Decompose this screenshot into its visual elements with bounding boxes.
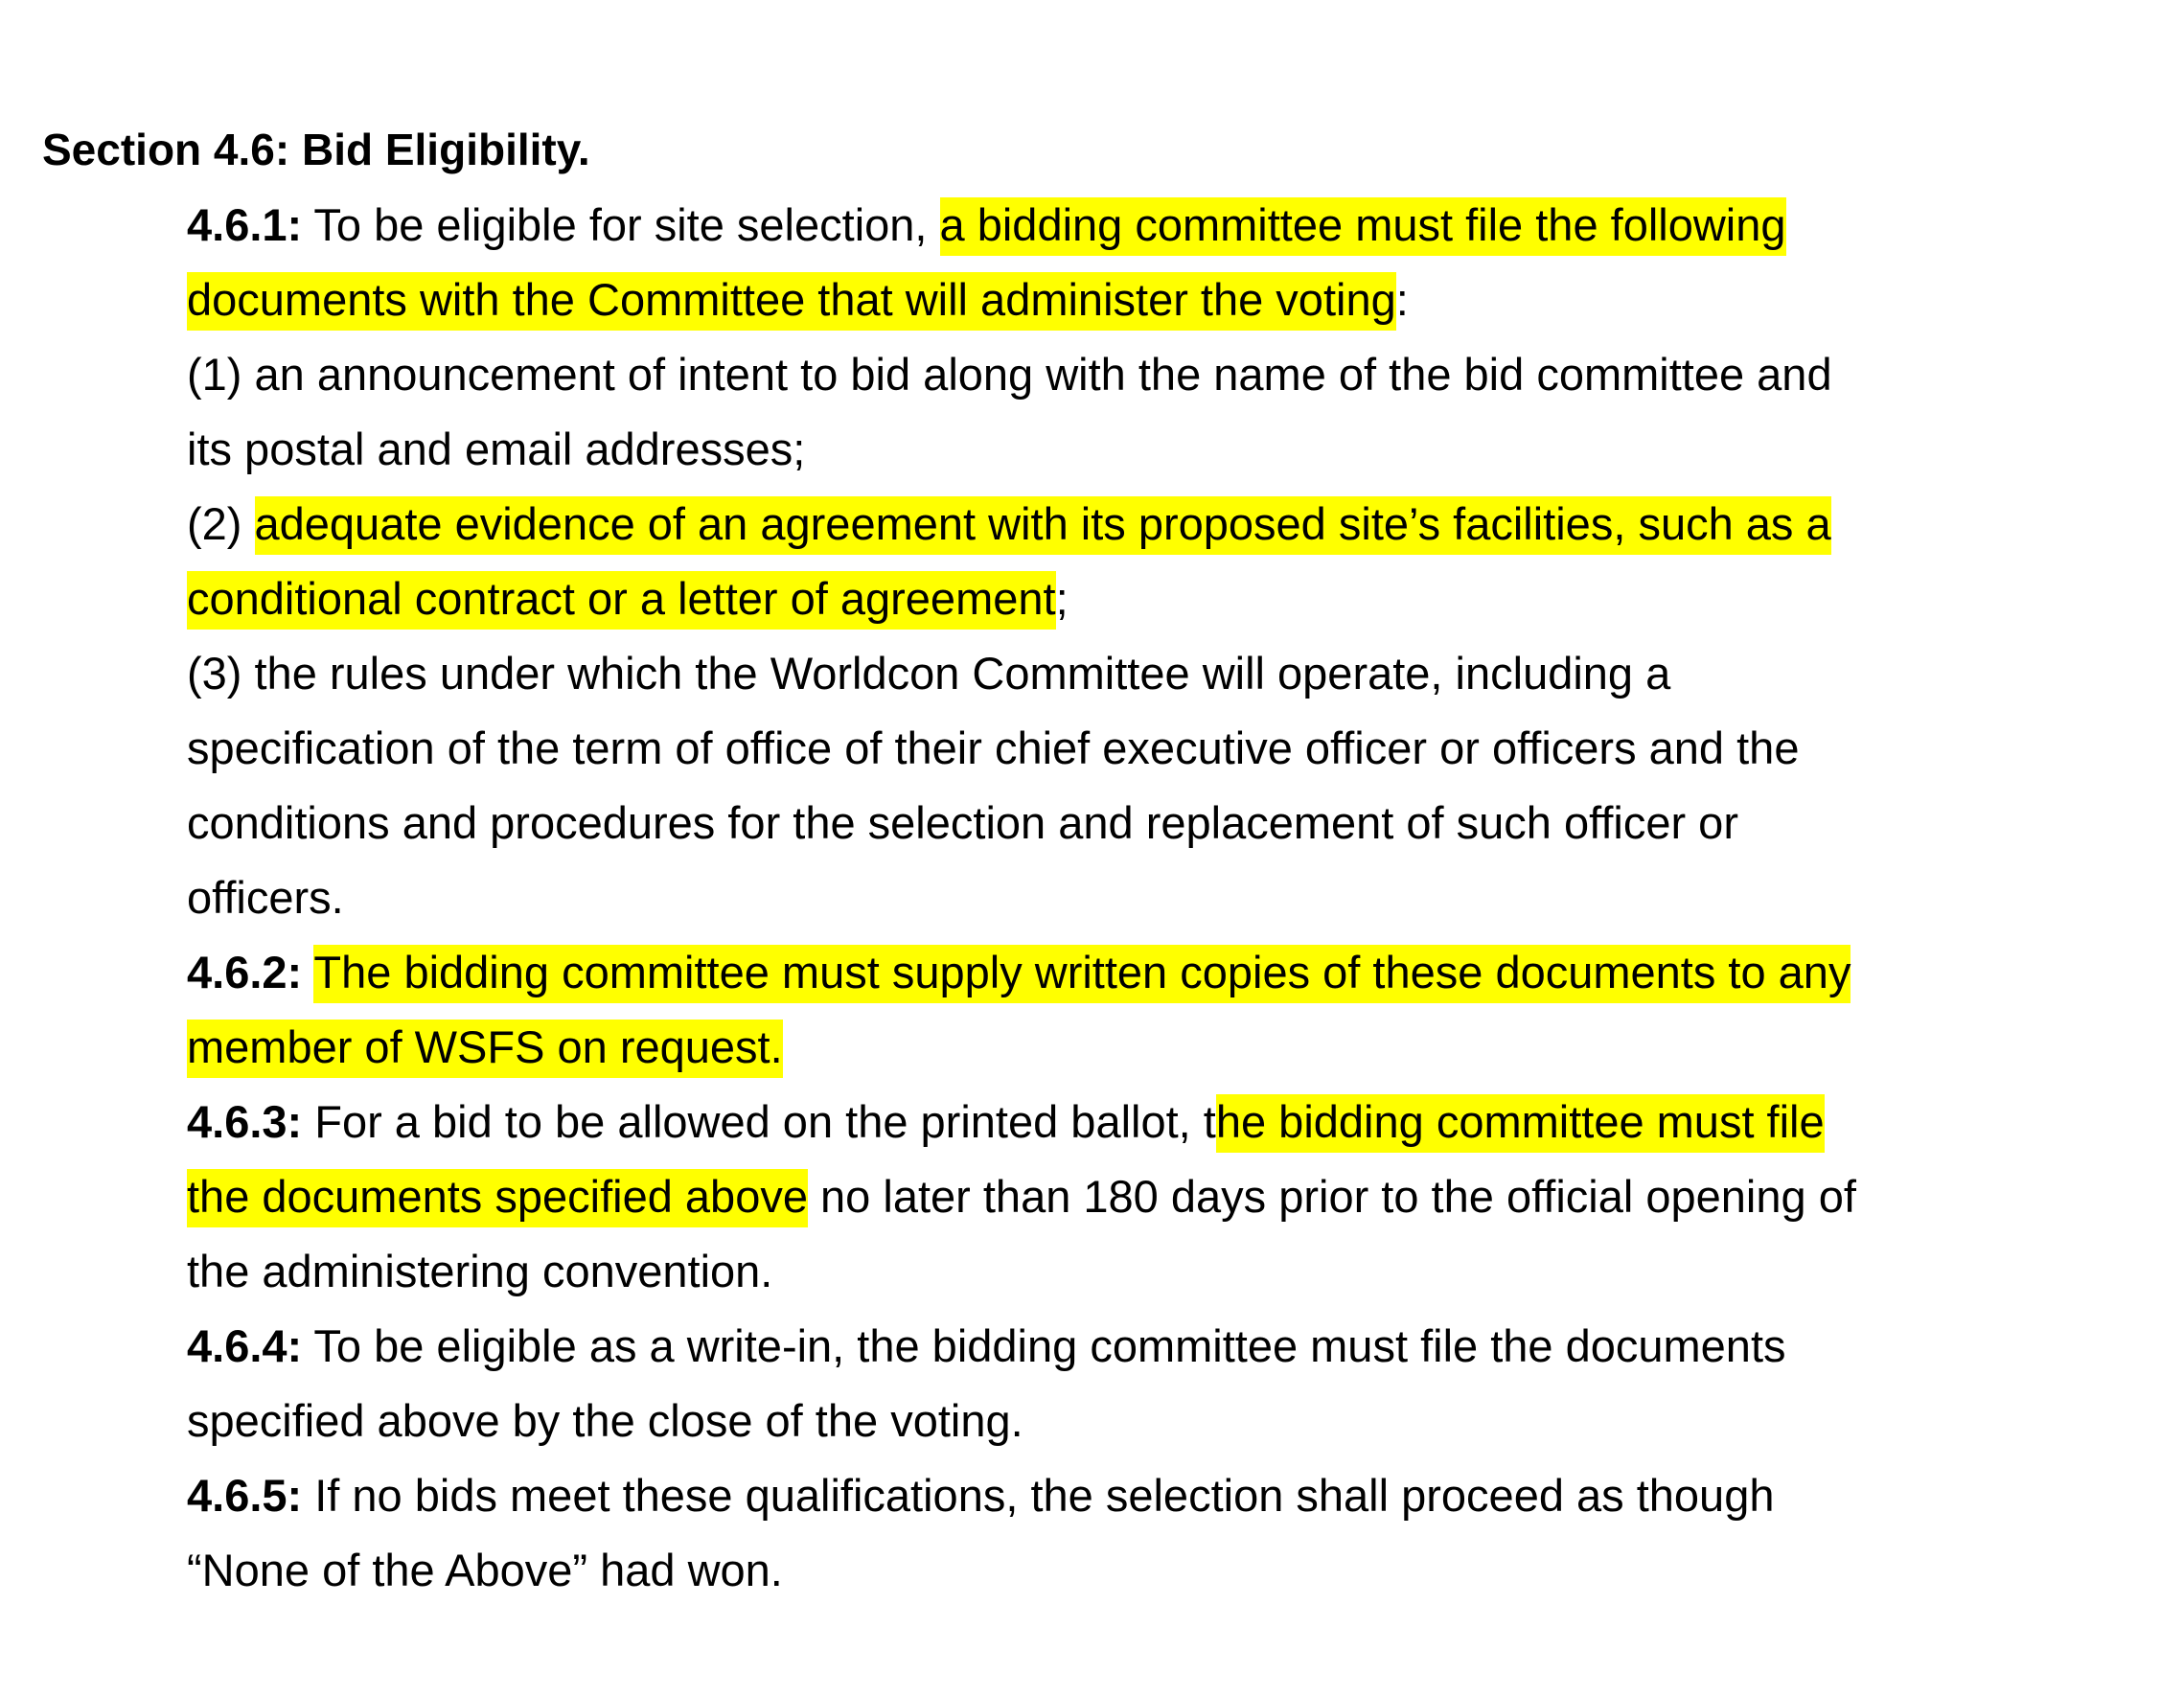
highlighted-text: he bidding committee must file	[1216, 1094, 1825, 1153]
paragraph-4-6-4-line-1	[187, 1309, 1786, 1384]
paragraph-label: 4.6.5:	[187, 1470, 303, 1521]
paragraph-4-6-2-line-2	[187, 1010, 783, 1085]
text-run: To be eligible as a write-in, the bidding committee must file the documents	[302, 1320, 1786, 1371]
paragraph-4-6-1-line-1	[187, 188, 1786, 263]
highlighted-text: documents with the Committee that will administer the voting	[187, 272, 1396, 331]
item-2-line-1	[187, 487, 1831, 562]
paragraph-4-6-4-line-2: specified above by the close of the voting.	[187, 1395, 1023, 1446]
paragraph-label: 4.6.3:	[187, 1096, 303, 1147]
text-run: If no bids meet these qualifications, the selection shall proceed as though	[302, 1470, 1775, 1521]
text-run: ;	[1055, 573, 1069, 624]
item-2-line-2	[187, 562, 1069, 636]
highlighted-text: adequate evidence of an agreement with its proposed site’s facilities, such as a	[255, 496, 1831, 555]
item-3-line-4: officers.	[187, 872, 344, 923]
item-1-line-2: its postal and email addresses;	[187, 424, 806, 474]
item-3-line-2: specification of the term of office of their chief executive officer or officers and the	[187, 722, 1800, 773]
text-run	[302, 947, 313, 997]
highlighted-text: member of WSFS on request.	[187, 1020, 783, 1078]
paragraph-label: 4.6.2:	[187, 947, 303, 997]
paragraph-4-6-5-line-2: “None of the Above” had won.	[187, 1545, 783, 1595]
highlighted-text: the documents specified above	[187, 1169, 808, 1227]
paragraph-label: 4.6.4:	[187, 1320, 303, 1371]
text-run: To be eligible for site selection,	[302, 199, 940, 250]
highlighted-text: The bidding committee must supply written copies of these documents to any	[313, 945, 1851, 1003]
item-1-line-1: (1) an announcement of intent to bid along with the name of the bid committee and	[187, 349, 1832, 400]
paragraph-label: 4.6.1:	[187, 199, 303, 250]
paragraph-4-6-5-line-1	[187, 1458, 1774, 1533]
paragraph-4-6-3-line-1	[187, 1085, 1825, 1159]
text-run: :	[1395, 274, 1409, 325]
text-run: For a bid to be allowed on the printed ballot, t	[302, 1096, 1216, 1147]
paragraph-4-6-1-line-2	[187, 263, 1409, 337]
item-3-line-1: (3) the rules under which the Worldcon Committee will operate, including a	[187, 648, 1671, 699]
item-3-line-3: conditions and procedures for the selection and replacement of such officer or	[187, 797, 1738, 848]
section-title: Section 4.6: Bid Eligibility.	[42, 125, 590, 174]
highlighted-text: a bidding committee must file the following	[940, 197, 1786, 256]
text-run: no later than 180 days prior to the official opening of	[807, 1171, 1856, 1222]
paragraph-4-6-3-line-3: the administering convention.	[187, 1246, 773, 1296]
paragraph-4-6-3-line-2	[187, 1159, 1856, 1234]
text-run: (2)	[187, 498, 255, 549]
paragraph-4-6-2-line-1	[187, 935, 1851, 1010]
highlighted-text: conditional contract or a letter of agreement	[187, 571, 1056, 630]
